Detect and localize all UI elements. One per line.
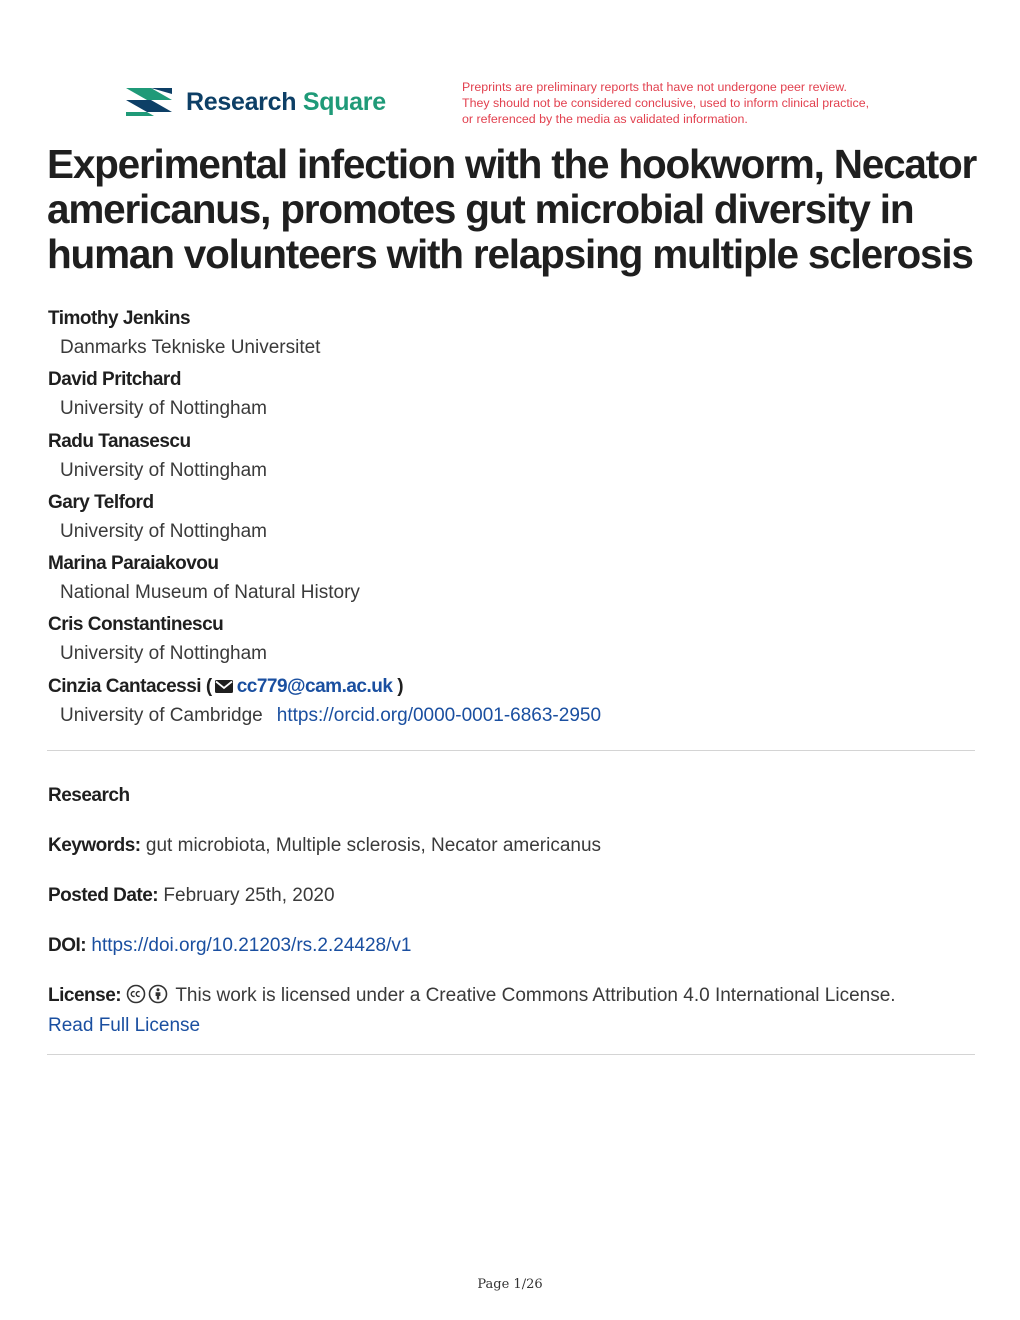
keywords-label: Keywords: xyxy=(48,835,141,856)
disclaimer-line: They should not be considered conclusive, used to inform clinical practice, xyxy=(462,96,870,110)
author-name: Timothy Jenkins xyxy=(48,308,191,329)
author-name: Marina Paraiakovou xyxy=(48,553,219,575)
close-paren: ) xyxy=(397,675,404,697)
title-line: americanus, promotes gut microbial diversity in xyxy=(47,186,914,232)
article-type-label: Research xyxy=(48,785,130,806)
attribution-icon xyxy=(148,984,168,1004)
divider-top xyxy=(47,750,975,751)
author-entry xyxy=(48,612,978,673)
author-affiliation: University of Nottingham xyxy=(60,459,267,481)
article-type xyxy=(48,783,130,809)
preprint-disclaimer xyxy=(462,79,932,127)
doi-row xyxy=(48,933,411,959)
divider-bottom xyxy=(47,1054,975,1055)
posted-date-label: Posted Date: xyxy=(48,885,159,906)
author-list xyxy=(48,306,978,735)
author-name: David Pritchard xyxy=(48,369,181,391)
posted-date-row xyxy=(48,883,335,909)
title-line: human volunteers with relapsing multiple sclerosis xyxy=(47,231,973,277)
logo-wordmark xyxy=(186,88,386,117)
keywords-row xyxy=(48,833,601,859)
research-square-logo[interactable] xyxy=(124,80,386,124)
author-name: Gary Telford xyxy=(48,491,154,513)
license-text: This work is licensed under a Creative Commons Attribution 4.0 International License. xyxy=(175,985,896,1006)
page-number: Page 1/26 xyxy=(477,1277,543,1292)
author-affiliation: University of Cambridge xyxy=(60,704,263,726)
corresponding-author-line xyxy=(48,674,978,700)
author-affiliation: University of Nottingham xyxy=(60,520,267,542)
license-label: License: xyxy=(48,985,122,1006)
license-line xyxy=(48,983,896,1009)
doi-label: DOI: xyxy=(48,935,87,956)
read-full-license-link[interactable]: Read Full License xyxy=(48,1015,201,1036)
author-name: Cinzia Cantacessi xyxy=(48,675,202,697)
creative-commons-icon xyxy=(126,984,146,1004)
disclaimer-line: or referenced by the media as validated information. xyxy=(462,112,748,126)
orcid-link[interactable]: https://orcid.org/0000-0001-6863-2950 xyxy=(276,704,602,726)
author-affiliation-line xyxy=(60,703,978,729)
author-name: Cris Constantinescu xyxy=(48,614,224,636)
author-entry xyxy=(48,306,978,367)
author-email-link[interactable]: cc779@cam.ac.uk xyxy=(236,675,393,697)
disclaimer-line: Preprints are preliminary reports that have not undergone peer review. xyxy=(462,80,848,94)
author-entry xyxy=(48,490,978,551)
title-line: Experimental infection with the hookworm, Necator xyxy=(47,141,977,187)
corresponding-author-entry xyxy=(48,674,978,735)
open-paren: ( xyxy=(205,675,212,697)
posted-date-value: February 25th, 2020 xyxy=(163,885,335,906)
doi-link[interactable]: https://doi.org/10.21203/rs.2.24428/v1 xyxy=(91,935,412,956)
author-entry xyxy=(48,429,978,490)
envelope-icon xyxy=(214,679,234,694)
author-entry xyxy=(48,551,978,612)
author-affiliation: University of Nottingham xyxy=(60,398,267,420)
author-entry xyxy=(48,367,978,428)
author-affiliation: University of Nottingham xyxy=(60,643,267,665)
license-row xyxy=(48,983,896,1039)
logo-wordmark-accent: Square xyxy=(302,87,386,116)
author-affiliation: Danmarks Tekniske Universitet xyxy=(60,337,321,358)
logo-wordmark-primary: Research xyxy=(186,87,297,116)
keywords-value: gut microbiota, Multiple sclerosis, Necator americanus xyxy=(145,835,602,856)
paper-title xyxy=(47,142,987,277)
author-name: Radu Tanasescu xyxy=(48,430,191,452)
research-square-logo-icon xyxy=(124,85,174,119)
author-affiliation: National Museum of Natural History xyxy=(60,582,360,604)
